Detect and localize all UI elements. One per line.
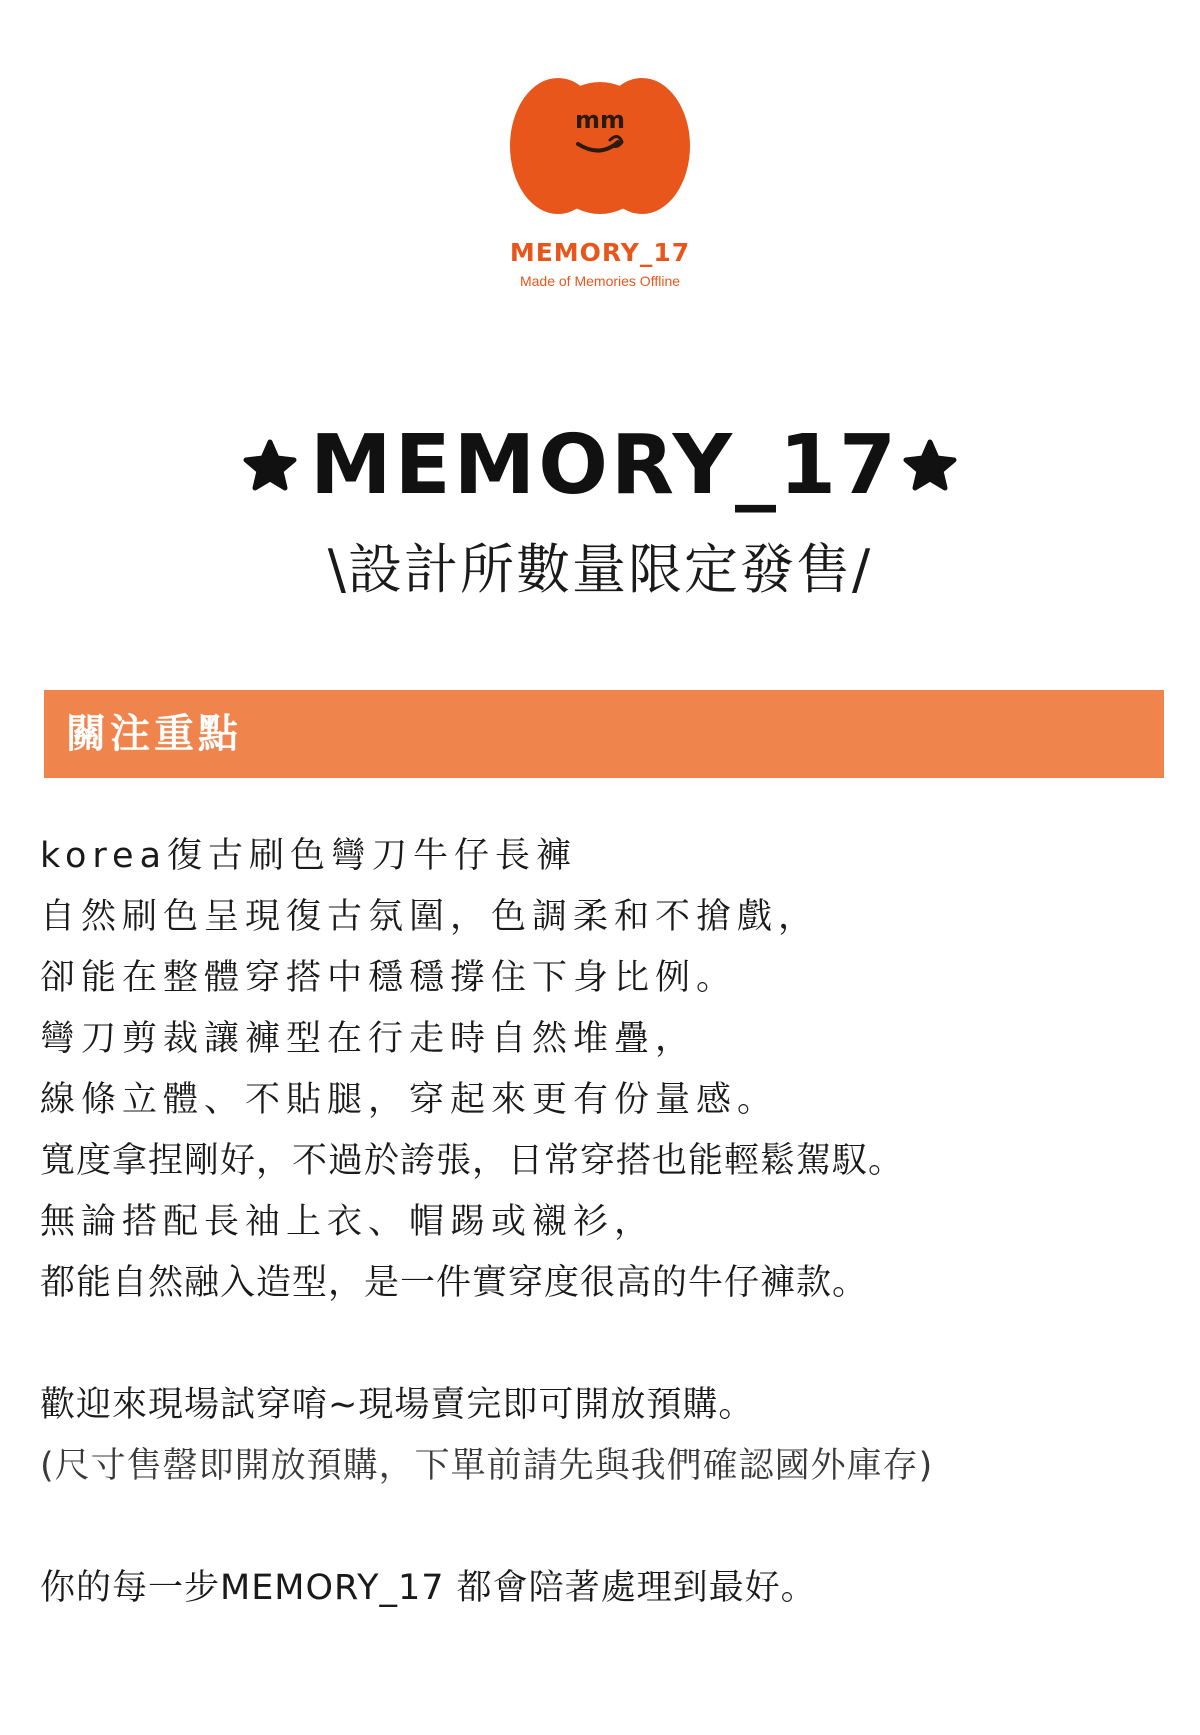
description-line: 都能自然融入造型，是一件實穿度很高的牛仔褲款。 (40, 1263, 869, 1303)
description-line: 彎刀剪裁讓褲型在行走時自然堆疊， (40, 1019, 697, 1059)
brand-logo (500, 68, 700, 328)
section-header-bar (44, 690, 1164, 778)
description-line: 卻能在整體穿搭中穩穩撐住下身比例。 (40, 958, 738, 998)
sale-subtitle: \設計所數量限定發售/ (327, 538, 873, 601)
description-line: korea復古刷色彎刀牛仔長褲 (40, 836, 578, 876)
product-description (40, 826, 1170, 1619)
invite-line: 歡迎來現場試穿唷~現場賣完即可開放預購。 (40, 1385, 755, 1425)
logo-mark (500, 68, 700, 238)
description-line: 寬度拿捏剛好，不過於誇張，日常穿搭也能輕鬆駕馭。 (40, 1141, 905, 1181)
description-line: 線條立體、不貼腿，穿起來更有份量感。 (40, 1080, 779, 1120)
description-line: 自然刷色呈現復古氛圍，色調柔和不搶戲， (40, 897, 820, 937)
preorder-note: (尺寸售罄即開放預購，下單前請先與我們確認國外庫存) (40, 1446, 934, 1486)
brand-title: MEMORY_17 (310, 418, 900, 513)
logo-face-text: mm (574, 106, 626, 134)
description-line: 無論搭配長袖上衣、帽踢或襯衫， (40, 1202, 656, 1242)
star-icon (240, 436, 300, 496)
star-icon (900, 436, 960, 496)
section-title: 關注重點 (66, 711, 242, 757)
logo-wordmark: MEMORY_17 (509, 238, 691, 267)
logo-tagline: Made of Memories Offline (519, 273, 681, 289)
brand-heading (240, 418, 960, 518)
closing-line: 你的每一步MEMORY_17 都會陪著處理到最好。 (40, 1568, 817, 1608)
